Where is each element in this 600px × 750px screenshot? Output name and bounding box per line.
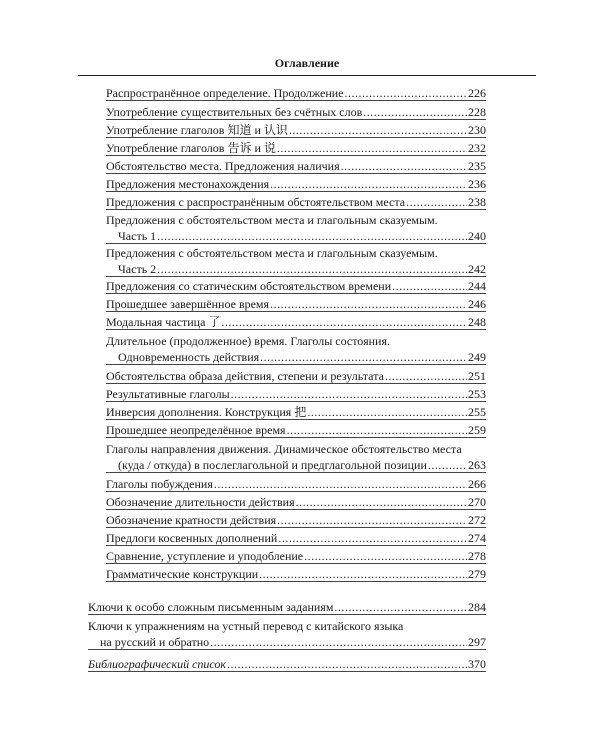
toc-entry[interactable] (106, 314, 486, 330)
entry-title-line: Предложения с обстоятельством места и глагольным сказуемым. (106, 213, 438, 227)
entry-title: Часть 1 (118, 229, 157, 243)
page-number: 253 (468, 387, 486, 401)
dot-leader (304, 548, 467, 564)
toc-entry[interactable] (88, 656, 486, 672)
toc-entry[interactable] (88, 618, 486, 650)
toc-entry[interactable] (106, 245, 486, 277)
entry-underline (88, 671, 486, 672)
page-number: 255 (468, 405, 486, 419)
toc-entry[interactable] (106, 85, 486, 101)
page-number: 263 (468, 458, 486, 472)
dot-leader (277, 140, 467, 156)
header-divider (78, 75, 536, 76)
toc-entry[interactable] (106, 296, 486, 312)
page-number: 235 (468, 159, 486, 173)
dot-leader (287, 422, 467, 438)
entry-title-line: Предложения с обстоятельством места и глагольным сказуемым. (106, 246, 438, 260)
entry-title: на русский и обратно (100, 635, 210, 649)
entry-title: Предлоги косвенных дополнений (106, 531, 278, 545)
entry-title: Употребление глаголов 告诉 и 说 (106, 141, 276, 155)
entry-title: Результативные глаголы (106, 387, 230, 401)
dot-leader (227, 656, 467, 672)
page-number: 370 (468, 657, 486, 671)
dot-leader (428, 457, 467, 473)
page-number: 297 (468, 635, 486, 649)
toc-entry[interactable] (106, 422, 486, 438)
page-number: 272 (468, 513, 486, 527)
entry-underline (106, 364, 486, 365)
entry-title: Модальная частица 了 (106, 315, 221, 329)
entry-underline (106, 329, 486, 330)
entry-underline (106, 491, 486, 492)
entry-underline (106, 191, 486, 192)
page-number: 230 (468, 123, 486, 137)
entry-underline (106, 472, 486, 473)
entry-underline (106, 155, 486, 156)
toc-entry[interactable] (106, 140, 486, 156)
dot-leader (363, 104, 467, 120)
toc-entry[interactable] (106, 476, 486, 492)
entry-title: Инверсия дополнения. Конструкция 把 (106, 405, 307, 419)
entry-title: Сравнение, уступление и уподобление (106, 549, 304, 563)
toc-entry[interactable] (106, 104, 486, 120)
dot-leader (334, 599, 467, 615)
page-number: 246 (468, 297, 486, 311)
toc-entry[interactable] (88, 599, 486, 615)
entry-title: Одновременность действия (118, 350, 260, 364)
dot-leader (157, 228, 467, 244)
entry-underline (106, 209, 486, 210)
page-number: 278 (468, 549, 486, 563)
page-number: 284 (468, 600, 486, 614)
entry-underline (106, 243, 486, 244)
entry-underline (106, 100, 486, 101)
entry-underline (106, 509, 486, 510)
entry-underline (106, 293, 486, 294)
entry-underline (106, 401, 486, 402)
toc-entry[interactable] (106, 122, 486, 138)
page-number: 236 (468, 177, 486, 191)
entry-title: Прошедшее завершённое время (106, 297, 270, 311)
page-number: 226 (468, 86, 486, 100)
toc-entry[interactable] (106, 368, 486, 384)
dot-leader (345, 85, 467, 101)
toc-entry[interactable] (106, 278, 486, 294)
dot-leader (157, 261, 467, 277)
entry-title: Обозначение длительности действия (106, 495, 295, 509)
entry-underline (106, 581, 486, 582)
entry-title: Обстоятельства образа действия, степени и результата (106, 369, 384, 383)
entry-underline (88, 614, 486, 615)
dot-leader (385, 368, 467, 384)
entry-title: Грамматические конструкции (106, 567, 259, 581)
dot-leader (259, 566, 467, 582)
page-number: 244 (468, 279, 486, 293)
page-number: 240 (468, 229, 486, 243)
entry-title: Употребление существительных без счётных слов (106, 105, 363, 119)
toc-entry[interactable] (106, 333, 486, 365)
toc-entry[interactable] (106, 530, 486, 546)
entry-title: Глаголы побуждения (106, 477, 213, 491)
dot-leader (270, 296, 467, 312)
dot-leader (214, 476, 467, 492)
entry-underline (106, 173, 486, 174)
entry-title: (куда / откуда) в послеглагольной и предглагольной позиции (118, 458, 427, 472)
page-number: 270 (468, 495, 486, 509)
entry-title: Часть 2 (118, 262, 157, 276)
entry-underline (106, 311, 486, 312)
toc-entry[interactable] (106, 441, 486, 473)
page-number: 274 (468, 531, 486, 545)
page-number: 248 (468, 315, 486, 329)
toc-entry[interactable] (106, 158, 486, 174)
page-title: Оглавление (274, 56, 340, 70)
entry-underline (88, 649, 486, 650)
entry-underline (106, 563, 486, 564)
toc-entry[interactable] (106, 194, 486, 210)
page-number: 251 (468, 369, 486, 383)
toc-entry[interactable] (106, 176, 486, 192)
entry-title: Прошедшее неопределённое время (106, 423, 286, 437)
entry-title: Обстоятельство места. Предложения наличия (106, 159, 340, 173)
entry-underline (106, 383, 486, 384)
dot-leader (260, 349, 467, 365)
toc-entry[interactable] (106, 566, 486, 582)
dot-leader (289, 122, 467, 138)
dot-leader (307, 404, 467, 420)
entry-title: Употребление глаголов 知道 и 认识 (106, 123, 288, 137)
toc-entry[interactable] (106, 386, 486, 402)
toc-entry[interactable] (106, 212, 486, 244)
dot-leader (221, 314, 467, 330)
dot-leader (406, 194, 467, 210)
dot-leader (270, 176, 467, 192)
dot-leader (392, 278, 467, 294)
entry-underline (106, 437, 486, 438)
page-number: 249 (468, 350, 486, 364)
toc-entry[interactable] (106, 548, 486, 564)
entry-title-line: Длительное (продолженное) время. Глаголы состояния. (106, 334, 390, 348)
entry-underline (106, 527, 486, 528)
page-number: 242 (468, 262, 486, 276)
dot-leader (278, 530, 467, 546)
entry-title-line: Глаголы направления движения. Динамическое обстоятельство места (106, 442, 462, 456)
dot-leader (277, 512, 467, 528)
entry-title: Предложения с распространённым обстоятельством места (106, 195, 406, 209)
dot-leader (231, 386, 467, 402)
page-number: 228 (468, 105, 486, 119)
page-number: 232 (468, 141, 486, 155)
dot-leader (341, 158, 467, 174)
entry-title: Распространённое определение. Продолжение (106, 86, 344, 100)
dot-leader (296, 494, 467, 510)
toc-entry[interactable] (106, 404, 486, 420)
entry-title: Ключи к особо сложным письменным заданиям (88, 600, 334, 614)
entry-underline (106, 276, 486, 277)
entry-title: Библиографический список (88, 657, 227, 671)
page-number: 238 (468, 195, 486, 209)
page-number: 259 (468, 423, 486, 437)
dot-leader (210, 634, 467, 650)
entry-underline (106, 119, 486, 120)
entry-underline (106, 419, 486, 420)
toc-entry[interactable] (106, 512, 486, 528)
page-number: 279 (468, 567, 486, 581)
entry-underline (106, 137, 486, 138)
entry-title: Обозначение кратности действия (106, 513, 277, 527)
entry-title: Предложения местонахождения (106, 177, 270, 191)
toc-entry[interactable] (106, 494, 486, 510)
entry-title: Предложения со статическим обстоятельством времени (106, 279, 392, 293)
page-number: 266 (468, 477, 486, 491)
entry-underline (106, 545, 486, 546)
entry-title-line: Ключи к упражнениям на устный перевод с китайского языка (88, 619, 404, 633)
